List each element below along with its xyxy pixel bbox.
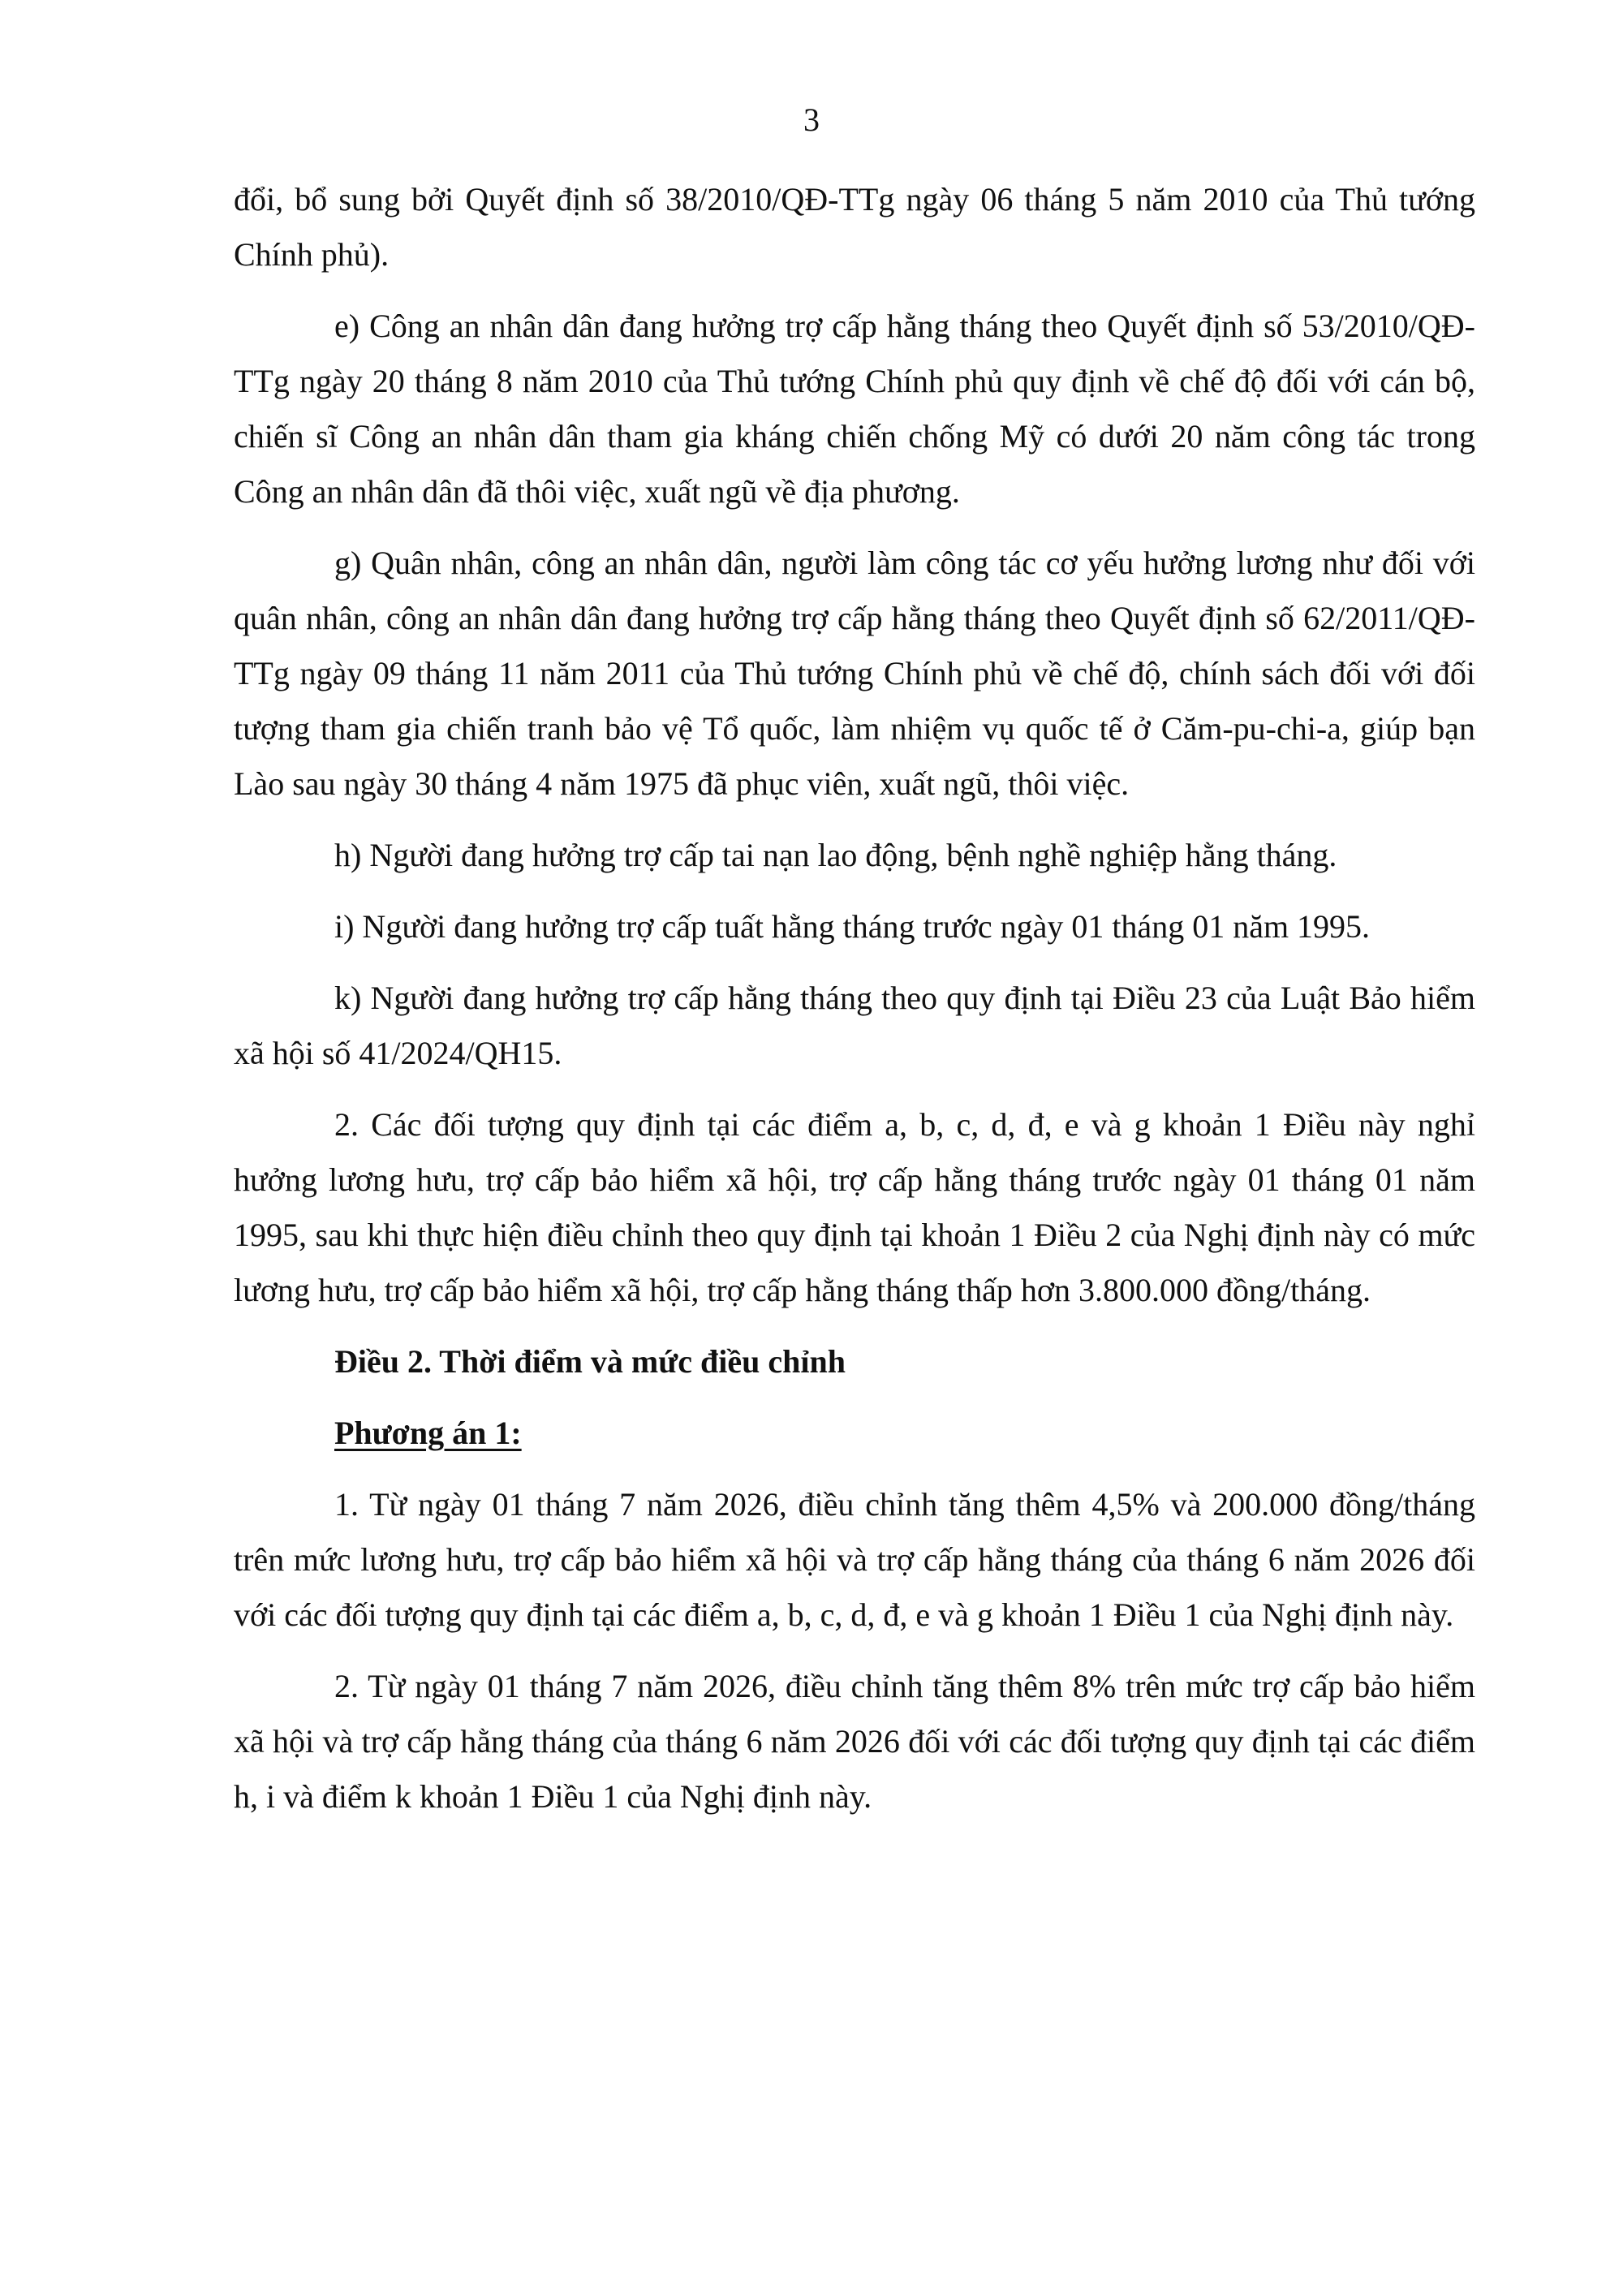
document-body xyxy=(234,172,1475,1841)
paragraph-continuation: đổi, bổ sung bởi Quyết định số 38/2010/QĐ-TTg ngày 06 tháng 5 năm 2010 của Thủ tướng Chính phủ). xyxy=(234,181,1475,273)
paragraph-point-e: e) Công an nhân dân đang hưởng trợ cấp hằng tháng theo Quyết định số 53/2010/QĐ-TTg ngày 20 tháng 8 năm 2010 của Thủ tướng Chính phủ quy định về chế độ đối với cán bộ, chiến sĩ Công an nhân dân tham gia kháng chiến chống Mỹ có dưới 20 năm công tác trong Công an nhân dân đã thôi việc, xuất ngũ về địa phương. xyxy=(234,308,1475,510)
article-2-clause-1: 1. Từ ngày 01 tháng 7 năm 2026, điều chỉnh tăng thêm 4,5% và 200.000 đồng/tháng trên mức lương hưu, trợ cấp bảo hiểm xã hội và trợ cấp hằng tháng của tháng 6 năm 2026 đối với các đối tượng quy định tại các điểm a, b, c, d, đ, e và g khoản 1 Điều 1 của Nghị định này. xyxy=(234,1486,1475,1633)
article-2-heading: Điều 2. Thời điểm và mức điều chỉnh xyxy=(334,1343,846,1380)
paragraph-clause-2: 2. Các đối tượng quy định tại các điểm a, b, c, d, đ, e và g khoản 1 Điều này nghỉ hưởng lương hưu, trợ cấp bảo hiểm xã hội, trợ cấp hằng tháng trước ngày 01 tháng 01 năm 1995, sau khi thực hiện điều chỉnh theo quy định tại khoản 1 Điều 2 của Nghị định này có mức lương hưu, trợ cấp bảo hiểm xã hội, trợ cấp hằng tháng thấp hơn 3.800.000 đồng/tháng. xyxy=(234,1106,1475,1308)
article-2-clause-2: 2. Từ ngày 01 tháng 7 năm 2026, điều chỉnh tăng thêm 8% trên mức trợ cấp bảo hiểm xã hội và trợ cấp hằng tháng của tháng 6 năm 2026 đối với các đối tượng quy định tại các điểm h, i và điểm k khoản 1 Điều 1 của Nghị định này. xyxy=(234,1668,1475,1815)
paragraph-point-k: k) Người đang hưởng trợ cấp hằng tháng theo quy định tại Điều 23 của Luật Bảo hiểm xã hội số 41/2024/QH15. xyxy=(234,980,1475,1071)
option-1-label: Phương án 1: xyxy=(334,1415,522,1451)
page-number: 3 xyxy=(803,101,820,138)
paragraph-point-i: i) Người đang hưởng trợ cấp tuất hằng tháng trước ngày 01 tháng 01 năm 1995. xyxy=(334,908,1371,945)
option-1-heading xyxy=(234,1406,1475,1461)
paragraph-point-g: g) Quân nhân, công an nhân dân, người làm công tác cơ yếu hưởng lương như đối với quân nhân, công an nhân dân đang hưởng trợ cấp hằng tháng theo Quyết định số 62/2011/QĐ-TTg ngày 09 tháng 11 năm 2011 của Thủ tướng Chính phủ về chế độ, chính sách đối với đối tượng tham gia chiến tranh bảo vệ Tổ quốc, làm nhiệm vụ quốc tế ở Căm-pu-chi-a, giúp bạn Lào sau ngày 30 tháng 4 năm 1975 đã phục viên, xuất ngũ, thôi việc. xyxy=(234,545,1475,802)
paragraph-point-h: h) Người đang hưởng trợ cấp tai nạn lao động, bệnh nghề nghiệp hằng tháng. xyxy=(334,837,1337,873)
